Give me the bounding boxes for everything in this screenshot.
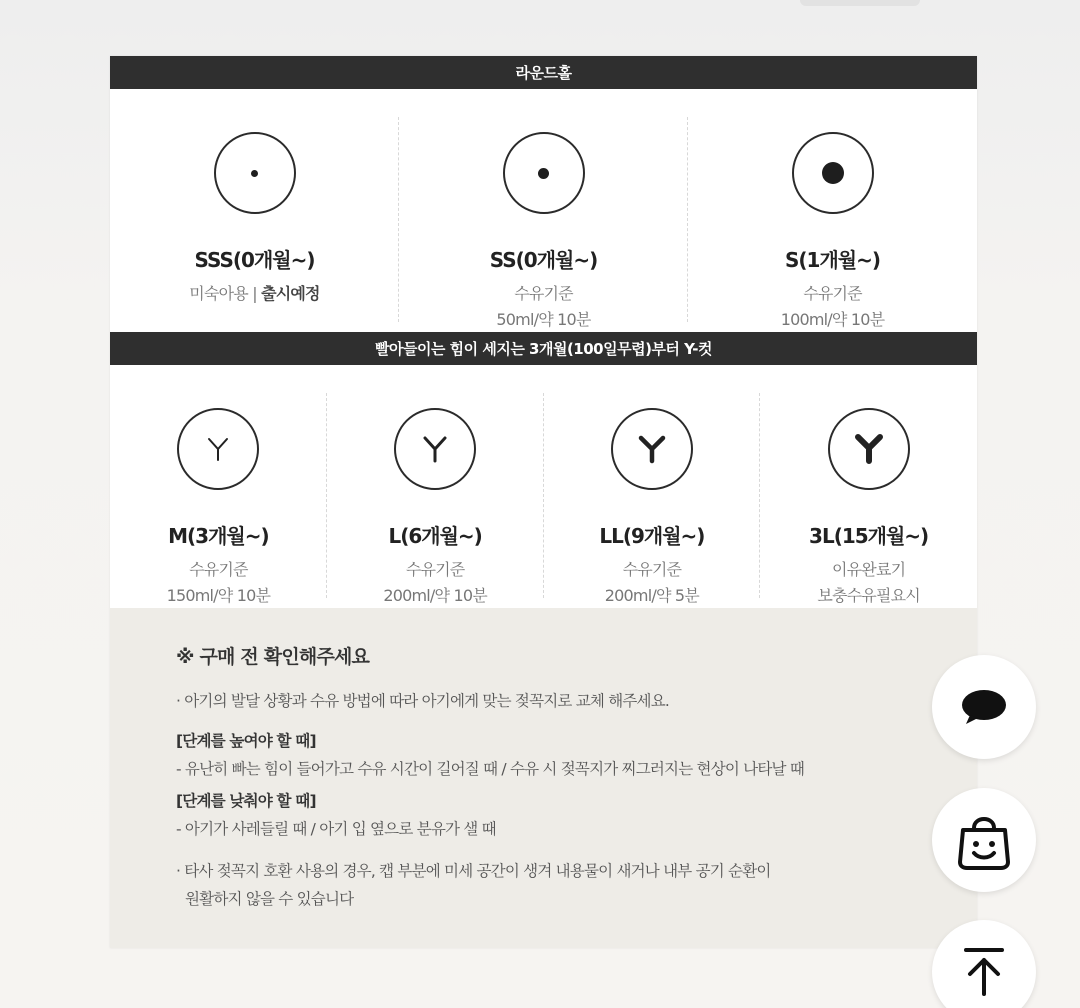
size-desc: 수유기준 100ml/약 10분 [780, 284, 885, 329]
notice-up-text: - 유난히 빠는 힘이 들어가고 수유 시간이 길어질 때 / 수유 시 젖꼭지가 찌그러지는 현상이 나타날 때 [176, 760, 804, 778]
size-label: 3L(15개월~) [809, 524, 929, 548]
round-hole-header: 라운드홀 [110, 56, 977, 89]
notice-down-heading: [단계를 낮춰야 할 때] [176, 792, 316, 810]
y-cut-row [110, 365, 977, 608]
size-label: SS(0개월~) [489, 248, 598, 272]
size-cell-l [327, 365, 544, 608]
size-label: SSS(0개월~) [194, 248, 315, 272]
notice-intro: · 아기의 발달 상황과 수유 방법에 따라 아기에게 맞는 젖꼭지로 교체 해주세요. [176, 692, 670, 710]
round-hole-row [110, 89, 977, 332]
notice-title: ※ 구매 전 확인해주세요 [176, 646, 370, 668]
round-hole-icon [792, 132, 874, 214]
y-cut-icon [394, 408, 476, 490]
size-label: M(3개월~) [168, 524, 269, 548]
scroll-top-button[interactable] [932, 920, 1036, 1008]
nipple-size-guide [110, 56, 977, 948]
size-desc: 미숙아용 | 출시예정 [189, 284, 320, 303]
size-cell-s [688, 89, 977, 332]
y-cut-icon [828, 408, 910, 490]
size-desc: 수유기준 200ml/약 10분 [383, 560, 487, 605]
shopping-button[interactable] [932, 788, 1036, 892]
y-cut-header: 빨아들이는 힘이 세지는 3개월(100일무렵)부터 Y-컷 [110, 332, 977, 365]
notice-other-2: 원활하지 않을 수 있습니다 [185, 890, 354, 908]
y-cut-icon [611, 408, 693, 490]
size-cell-sss [110, 89, 399, 332]
size-desc: 이유완료기 보충수유필요시 [817, 560, 920, 605]
notice-other-1: · 타사 젖꼭지 호환 사용의 경우, 캡 부분에 미세 공간이 생겨 내용물이 새거나 내부 공기 순환이 [176, 862, 771, 880]
size-cell-ss [399, 89, 688, 332]
size-label: LL(9개월~) [599, 524, 705, 548]
round-hole-icon [214, 132, 296, 214]
chat-bubble-icon [960, 687, 1008, 727]
round-hole-icon [503, 132, 585, 214]
size-cell-ll [544, 365, 761, 608]
notice-up-heading: [단계를 높여야 할 때] [176, 732, 316, 750]
size-label: L(6개월~) [388, 524, 482, 548]
y-cut-icon [177, 408, 259, 490]
size-cell-3l [760, 365, 977, 608]
size-desc: 수유기준 50ml/약 10분 [496, 284, 591, 329]
notice-down-text: - 아기가 사레들릴 때 / 아기 입 옆으로 분유가 샐 때 [176, 820, 496, 838]
size-cell-m [110, 365, 327, 608]
size-desc: 수유기준 200ml/약 5분 [604, 560, 699, 605]
arrow-up-to-top-icon [962, 946, 1006, 998]
top-shade [800, 0, 920, 6]
size-desc: 수유기준 150ml/약 10분 [166, 560, 271, 605]
purchase-notice [110, 608, 977, 948]
smiling-bag-icon [955, 808, 1013, 872]
chat-button[interactable] [932, 655, 1036, 759]
size-label: S(1개월~) [785, 248, 880, 272]
